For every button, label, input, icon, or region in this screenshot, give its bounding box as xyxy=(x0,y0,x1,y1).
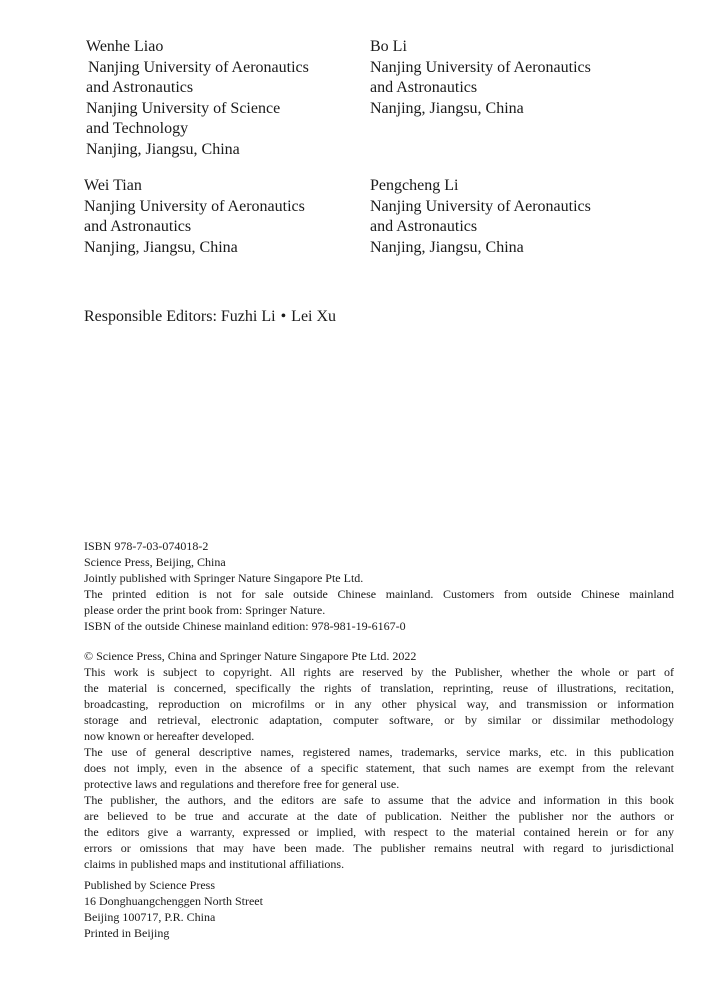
publisher-line: Published by Science Press xyxy=(84,878,215,892)
copyright-line: protective laws and regulations and therefore free for general use. xyxy=(84,777,400,791)
author-name: Wei Tian xyxy=(84,177,142,194)
author-wenhe-liao xyxy=(86,37,309,160)
isbn-line: Science Press, Beijing, China xyxy=(84,555,226,569)
copyright-block xyxy=(84,648,674,872)
copyright-line: the material is concerned, specifically the rights of translation, reprinting, reuse of illustrations, recitation, xyxy=(84,681,674,695)
isbn-block xyxy=(84,538,674,634)
isbn-line: ISBN 978-7-03-074018-2 xyxy=(84,539,209,553)
copyright-line: now known or hereafter developed. xyxy=(84,729,255,743)
isbn-line: ISBN of the outside Chinese mainland edition: 978-981-19-6167-0 xyxy=(84,619,406,633)
copyright-line: are believed to be true and accurate at the date of publication. Neither the publisher nor the authors or xyxy=(84,809,674,823)
copyright-line: errors or omissions that may have been made. The publisher remains neutral with regard to jurisdictional xyxy=(84,841,674,855)
editor-name: Fuzhi Li xyxy=(220,308,276,325)
author-affiliation-line: Nanjing University of Aeronautics xyxy=(370,58,591,76)
copyright-line: the editors give a warranty, expressed or implied, with respect to the material contained herein or for any xyxy=(84,825,674,839)
author-bo-li xyxy=(370,37,591,119)
publisher-line: Printed in Beijing xyxy=(84,926,170,940)
editor-name: Lei Xu xyxy=(291,308,337,325)
publisher-address-block xyxy=(84,877,674,941)
author-affiliation-line: Nanjing, Jiangsu, China xyxy=(370,238,524,256)
copyright-line: claims in published maps and institutional affiliations. xyxy=(84,857,345,871)
copyright-line: This work is subject to copyright. All rights are reserved by the Publisher, whether the whole or part of xyxy=(84,665,674,679)
editors-label: Responsible Editors: xyxy=(84,308,217,325)
author-affiliation-line: and Astronautics xyxy=(370,218,478,235)
copyright-line: © Science Press, China and Springer Nature Singapore Pte Ltd. 2022 xyxy=(84,649,417,663)
publisher-line: Beijing 100717, P.R. China xyxy=(84,910,216,924)
author-name: Bo Li xyxy=(370,38,407,55)
author-affiliation-line: Nanjing, Jiangsu, China xyxy=(86,140,240,158)
publisher-line: 16 Donghuangchenggen North Street xyxy=(84,894,263,908)
author-name: Wenhe Liao xyxy=(86,38,164,55)
isbn-line: The printed edition is not for sale outside Chinese mainland. Customers from outside Chinese mainland xyxy=(84,587,674,601)
author-affiliation-line: Nanjing University of Aeronautics xyxy=(88,58,309,76)
isbn-line: please order the print book from: Springer Nature. xyxy=(84,603,326,617)
author-affiliation-line: and Technology xyxy=(86,120,189,137)
author-affiliation-line: and Astronautics xyxy=(370,79,478,96)
copyright-line: The use of general descriptive names, registered names, trademarks, service marks, etc. in this publication xyxy=(84,745,674,759)
author-affiliation-line: and Astronautics xyxy=(86,79,194,96)
copyright-line: The publisher, the authors, and the editors are safe to assume that the advice and information in this book xyxy=(84,793,674,807)
responsible-editors xyxy=(84,306,336,328)
isbn-line: Jointly published with Springer Nature Singapore Pte Ltd. xyxy=(84,571,364,585)
author-pengcheng-li xyxy=(370,176,591,258)
author-affiliation-line: Nanjing, Jiangsu, China xyxy=(84,238,238,256)
author-affiliation-line: Nanjing University of Science xyxy=(86,99,281,117)
author-affiliation-line: Nanjing, Jiangsu, China xyxy=(370,99,524,117)
author-affiliation-line: Nanjing University of Aeronautics xyxy=(84,197,305,215)
copyright-line: does not imply, even in the absence of a specific statement, that such names are exempt from the relevant xyxy=(84,761,674,775)
copyright-line: broadcasting, reproduction on microfilms or in any other physical way, and transmission or information xyxy=(84,697,674,711)
copyright-line: storage and retrieval, electronic adaptation, computer software, or by similar or dissimilar methodology xyxy=(84,713,674,727)
author-wei-tian xyxy=(84,176,305,258)
author-affiliation-line: Nanjing University of Aeronautics xyxy=(370,197,591,215)
editor-separator: • xyxy=(280,308,287,325)
author-name: Pengcheng Li xyxy=(370,177,459,194)
author-affiliation-line: and Astronautics xyxy=(84,218,192,235)
